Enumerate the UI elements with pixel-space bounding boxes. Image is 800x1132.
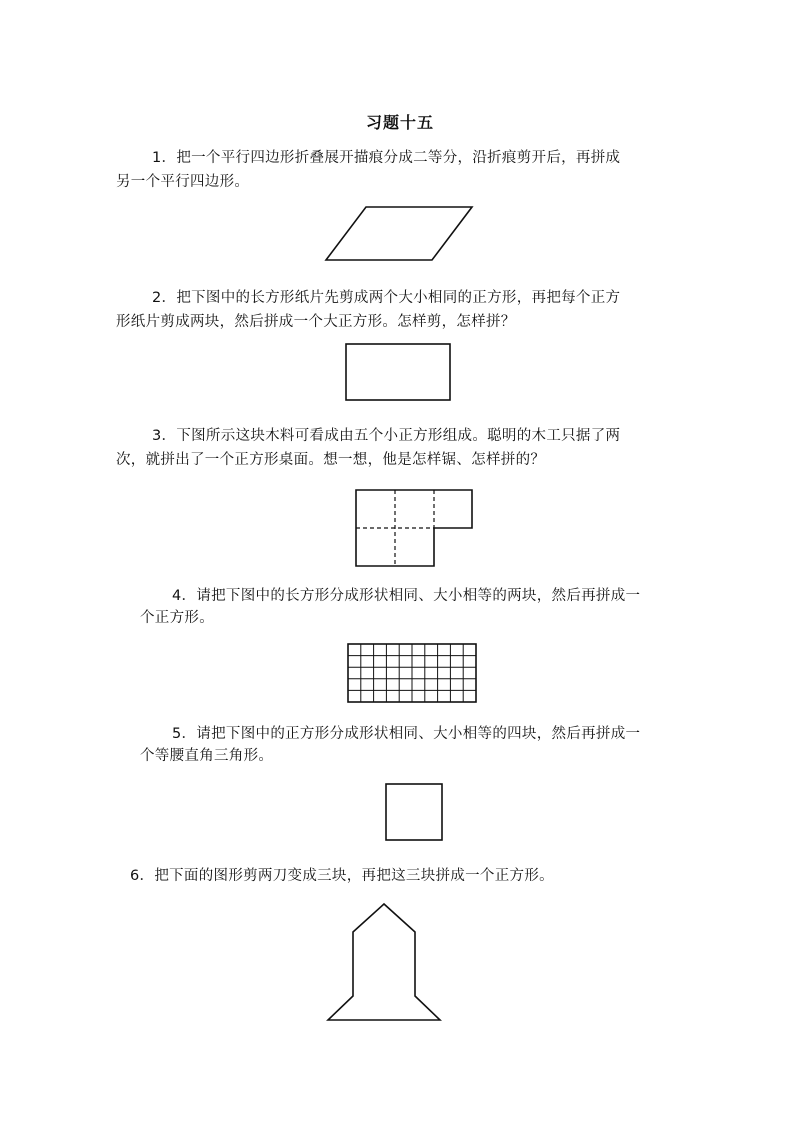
rectangle-shape (346, 344, 450, 400)
rectangle-figure (342, 340, 454, 404)
problem-4-line-2: 个正方形。 (140, 610, 214, 626)
problem-5-line-2: 个等腰直角三角形。 (140, 748, 274, 764)
problem-4-line-1: 4．请把下图中的长方形分成形状相同、大小相等的两块，然后再拼成一 (172, 588, 641, 604)
page-title: 习题十五 (365, 113, 434, 132)
parallelogram-shape (326, 207, 472, 260)
problem-2-line-2: 形纸片剪成两块，然后拼成一个大正方形。怎样剪，怎样拼？ (116, 314, 516, 330)
problem-6-line-1: 6．把下面的图形剪两刀变成三块，再把这三块拼成一个正方形。 (130, 868, 554, 884)
problem-1-line-2: 另一个平行四边形。 (116, 174, 250, 190)
parallelogram-figure (320, 200, 480, 266)
problem-1-line-1: 1．把一个平行四边形折叠展开描痕分成二等分，沿折痕剪开后，再拼成 (152, 150, 621, 166)
problem-2-line-1: 2．把下图中的长方形纸片先剪成两个大小相同的正方形，再把每个正方 (152, 290, 621, 306)
five-squares-figure (352, 486, 476, 572)
square-figure (382, 780, 446, 844)
house-shape-outline (328, 904, 440, 1020)
grid-rectangle-figure (344, 640, 480, 706)
square-shape (386, 784, 442, 840)
problem-5-line-1: 5．请把下图中的正方形分成形状相同、大小相等的四块，然后再拼成一 (172, 726, 641, 742)
problem-3-line-2: 次，就拼出了一个正方形桌面。想一想，他是怎样锯、怎样拼的？ (116, 452, 546, 468)
house-shape-figure (322, 898, 446, 1026)
problem-3-line-1: 3．下图所示这块木料可看成由五个小正方形组成。聪明的木工只据了两 (152, 428, 621, 444)
